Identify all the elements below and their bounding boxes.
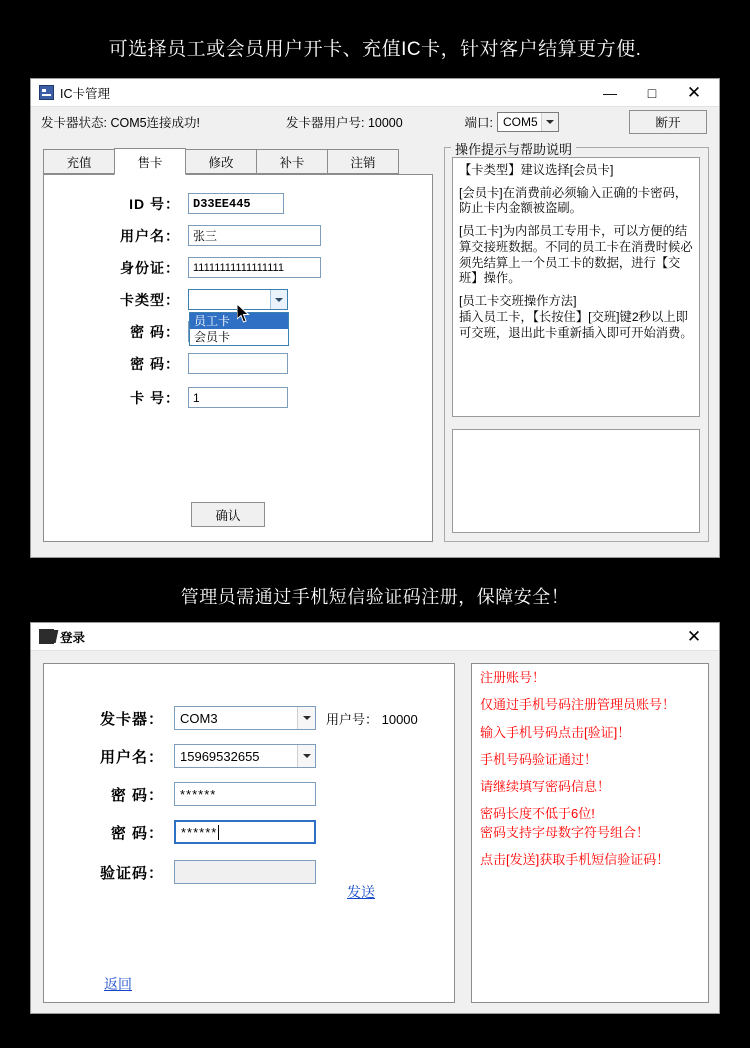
- port-label: 端口:: [464, 116, 493, 130]
- login-username-select[interactable]: [174, 744, 316, 768]
- send-code-link[interactable]: 发送: [347, 884, 375, 900]
- card-icon: [39, 85, 54, 100]
- field-card-no-label: 卡 号：: [130, 389, 180, 406]
- help-paragraph: 【卡类型】建议选择[会员卡]: [459, 163, 614, 177]
- help-blank-panel: [452, 429, 700, 533]
- ic-card-window: [30, 78, 720, 558]
- help-text-panel: [452, 157, 700, 417]
- close-icon: ✕: [686, 627, 702, 646]
- login-password-1-value: ******: [180, 786, 217, 802]
- login-note: 手机号码验证通过！: [480, 751, 598, 767]
- sell-card-form-panel: [43, 174, 433, 542]
- field-card-type-label: 卡类型：: [120, 291, 180, 308]
- tab-modify-label: 修改: [208, 155, 234, 170]
- login-body: [31, 651, 719, 1013]
- tab-cancel-label: 注销: [350, 155, 376, 170]
- card-type-dropdown-list: [189, 312, 289, 346]
- field-card-no: [96, 387, 288, 408]
- tab-sell-card[interactable]: [114, 148, 186, 175]
- reader-select-value: COM3: [180, 710, 218, 726]
- login-note: 请继续填写密码信息！: [480, 779, 611, 794]
- field-reader-label: 发卡器：: [99, 710, 164, 728]
- tab-replace-label: 补卡: [279, 155, 305, 170]
- disconnect-button[interactable]: 断开: [629, 110, 707, 134]
- tab-replace[interactable]: [256, 149, 328, 174]
- port-select-value: COM5: [503, 115, 538, 129]
- tab-recharge-label: 充值: [66, 155, 92, 170]
- card-type-option-member[interactable]: 会员卡: [194, 330, 231, 344]
- field-password-2-label: 密 码：: [130, 355, 180, 372]
- login-password-2-value: ******: [181, 824, 218, 840]
- chevron-down-icon: [297, 707, 315, 729]
- card-no-input[interactable]: [188, 387, 288, 408]
- field-reader: [64, 706, 418, 730]
- field-username-label: 用户名：: [120, 227, 180, 244]
- confirm-button[interactable]: 确认: [191, 502, 265, 527]
- login-form-panel: [43, 663, 455, 1003]
- close-icon: ✕: [686, 83, 702, 102]
- login-window-titlebar: [31, 623, 719, 651]
- field-id-label: ID 号：: [129, 195, 180, 212]
- field-verify-code-label: 验证码：: [99, 864, 164, 882]
- id-input-value: D33EE445: [193, 196, 251, 211]
- ic-window-titlebar: [31, 79, 719, 107]
- chevron-down-icon: [297, 745, 315, 767]
- idcard-input-value: 11111111111111111: [193, 261, 284, 274]
- reader-select[interactable]: [174, 706, 316, 730]
- login-notes-panel: [471, 663, 709, 1003]
- help-paragraph: [员工卡交班操作方法]: [459, 294, 577, 309]
- card-type-select[interactable]: [188, 289, 288, 344]
- login-password-1-input[interactable]: [174, 782, 316, 806]
- ic-window-title: IC卡管理: [60, 86, 111, 101]
- back-link[interactable]: 返回: [104, 976, 132, 992]
- login-window: [30, 622, 720, 1014]
- field-login-username: [64, 744, 316, 768]
- verify-code-input[interactable]: [174, 860, 316, 884]
- login-note: 输入手机号码点击[验证]！: [480, 724, 631, 740]
- field-login-password-2: [64, 820, 316, 844]
- maximize-icon: □: [647, 84, 657, 101]
- tab-modify[interactable]: [185, 149, 257, 174]
- chevron-down-icon: [270, 290, 287, 309]
- close-button[interactable]: [673, 79, 715, 106]
- tab-sell-card-label: 售卡: [137, 155, 163, 170]
- login-note: 密码支持字母数字符号组合！: [480, 824, 650, 840]
- reader-user-no: 用户号： 10000: [326, 711, 418, 727]
- login-password-2-input[interactable]: [174, 820, 316, 844]
- login-note: 密码长度不低于6位!: [480, 806, 595, 822]
- tab-cancel[interactable]: [327, 149, 399, 174]
- caption-top: 可选择员工或会员用户开卡、充值IC卡，针对客户结算更方便.: [108, 39, 642, 60]
- reader-status-label: 发卡器状态: COM5连接成功!: [41, 116, 201, 130]
- field-password-2: [96, 353, 288, 374]
- reader-user-no-label: 发卡器用户号: 10000: [286, 116, 403, 130]
- ic-status-bar: [31, 107, 719, 137]
- field-password-1-label: 密 码：: [130, 323, 180, 340]
- help-groupbox-title: 操作提示与帮助说明: [451, 139, 576, 158]
- login-icon: [39, 629, 54, 644]
- login-window-controls: [673, 623, 715, 650]
- login-window-title: 登录: [60, 630, 86, 645]
- card-no-input-value: 1: [193, 390, 200, 405]
- username-input-value: 张三: [193, 229, 218, 243]
- field-login-username-label: 用户名：: [99, 748, 164, 766]
- tab-recharge[interactable]: [43, 149, 115, 174]
- id-input[interactable]: [188, 193, 284, 214]
- text-caret: [218, 825, 219, 840]
- password-2-input[interactable]: [188, 353, 288, 374]
- field-idcard: [96, 257, 321, 278]
- port-select[interactable]: [497, 112, 559, 132]
- card-type-option-employee[interactable]: 员工卡: [190, 313, 288, 329]
- maximize-button[interactable]: [631, 79, 673, 106]
- field-login-password-1: [64, 782, 316, 806]
- login-note: 注册账号！: [480, 670, 546, 685]
- login-note: 仅通过手机号码注册管理员账号！: [480, 697, 676, 713]
- login-username-value: 15969532655: [180, 748, 260, 764]
- chevron-down-icon: [541, 113, 558, 131]
- field-verify-code: [64, 860, 316, 884]
- username-input[interactable]: [188, 225, 321, 246]
- port-group: [465, 112, 559, 132]
- idcard-input[interactable]: [188, 257, 321, 278]
- help-paragraph: [员工卡]为内部员工专用卡，可以方便的结算交接班数据。不同的员工卡在消费时候必须先结算上一个员工卡的数据，进行【交班】操作。: [459, 224, 693, 286]
- caption-middle: 管理员需通过手机短信验证码注册，保障安全！: [180, 587, 570, 607]
- ic-tabstrip: [43, 149, 433, 175]
- minimize-icon: —: [603, 84, 617, 101]
- field-login-password-1-label: 密 码：: [110, 786, 164, 804]
- field-id: [96, 193, 284, 214]
- login-close-button[interactable]: [673, 623, 715, 650]
- help-paragraph: 插入员工卡，【长按住】[交班]键2秒以上即可交班，退出此卡重新插入即可开始消费。: [459, 309, 693, 340]
- field-idcard-label: 身份证：: [120, 259, 180, 276]
- field-login-password-2-label: 密 码：: [110, 824, 164, 842]
- field-username: [96, 225, 321, 246]
- help-paragraph: [会员卡]在消费前必须输入正确的卡密码，防止卡内金额被盗刷。: [459, 185, 688, 216]
- help-groupbox: [444, 139, 709, 542]
- ic-window-controls: [589, 79, 715, 106]
- login-note: 点击[发送]获取手机短信验证码！: [480, 851, 670, 867]
- minimize-button[interactable]: [589, 79, 631, 106]
